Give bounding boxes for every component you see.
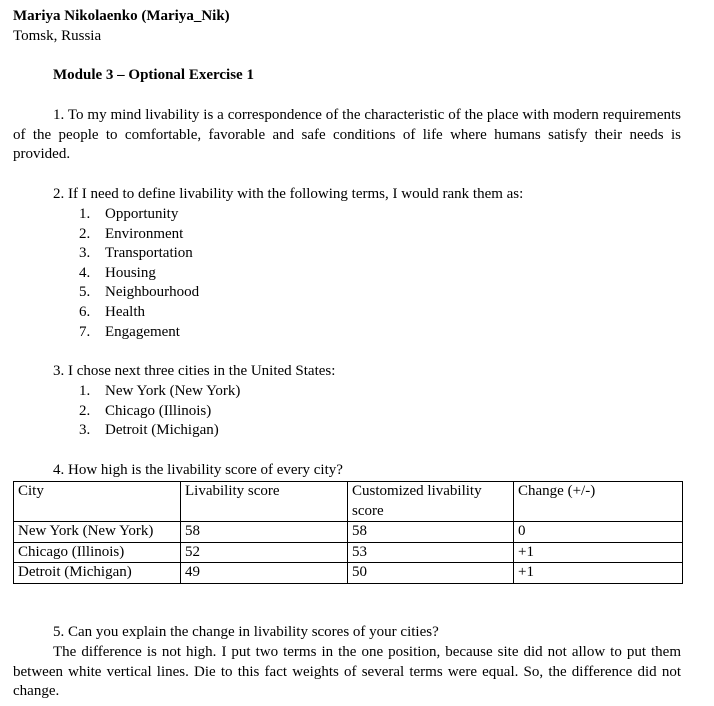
cell-livability-score: 52	[181, 542, 348, 563]
question-4-intro: 4. How high is the livability score of every city?	[53, 462, 343, 478]
table-row	[14, 542, 683, 563]
list-item: 2. Environment	[79, 225, 184, 242]
table-header-row	[14, 482, 683, 522]
cell-change: 0	[514, 522, 683, 543]
list-item: 3. Transportation	[79, 245, 193, 262]
list-item: 5. Neighbourhood	[79, 284, 200, 301]
answer-1-paragraph: 1. To my mind livability is a correspondence of the characteristic of the place with modern requirements of the people to comfortable, favorable and safe conditions of life where humans satisfy their needs is provided.	[13, 107, 681, 163]
question-3-intro: 3. I chose next three cities in the United States:	[53, 363, 336, 379]
answer-5-paragraph: The difference is not high. I put two terms in the one position, because site did not allow to put them between white vertical lines. Die to this fact weights of several terms were equal. So, the difference did not change.	[13, 644, 681, 700]
header-change: Change (+/-)	[514, 482, 683, 522]
cell-customized-score: 50	[348, 563, 514, 584]
cell-city: Chicago (Illinois)	[14, 542, 181, 563]
cell-change: +1	[514, 542, 683, 563]
cell-customized-score: 53	[348, 542, 514, 563]
list-item: 4. Housing	[79, 264, 156, 281]
cell-city: Detroit (Michigan)	[14, 563, 181, 584]
cell-city: New York (New York)	[14, 522, 181, 543]
cell-change: +1	[514, 563, 683, 584]
list-item: 6. Health	[79, 303, 145, 320]
list-item: 3. Detroit (Michigan)	[79, 422, 219, 439]
author-location: Tomsk, Russia	[13, 28, 102, 44]
author-name: Mariya Nikolaenko (Mariya_Nik)	[13, 8, 230, 24]
list-item: 1. New York (New York)	[79, 383, 241, 399]
cell-customized-score: 58	[348, 522, 514, 543]
cell-livability-score: 58	[181, 522, 348, 543]
question-2-intro: 2. If I need to define livability with the following terms, I would rank them as:	[53, 186, 524, 202]
table-row	[14, 522, 683, 543]
list-item: 1. Opportunity	[79, 206, 179, 222]
cities-list	[79, 382, 240, 441]
exercise-title: Module 3 – Optional Exercise 1	[53, 67, 254, 83]
question-5-text: 5. Can you explain the change in livability scores of your cities?	[53, 624, 439, 640]
list-item: 7. Engagement	[79, 323, 180, 340]
header-livability-score: Livability score	[181, 482, 348, 522]
header-city: City	[14, 482, 181, 522]
list-item: 2. Chicago (Illinois)	[79, 402, 212, 419]
livability-score-table	[13, 481, 683, 584]
table-row	[14, 563, 683, 584]
cell-livability-score: 49	[181, 563, 348, 584]
ranking-list	[79, 205, 199, 342]
header-customized-score: Customized livability score	[348, 482, 514, 522]
